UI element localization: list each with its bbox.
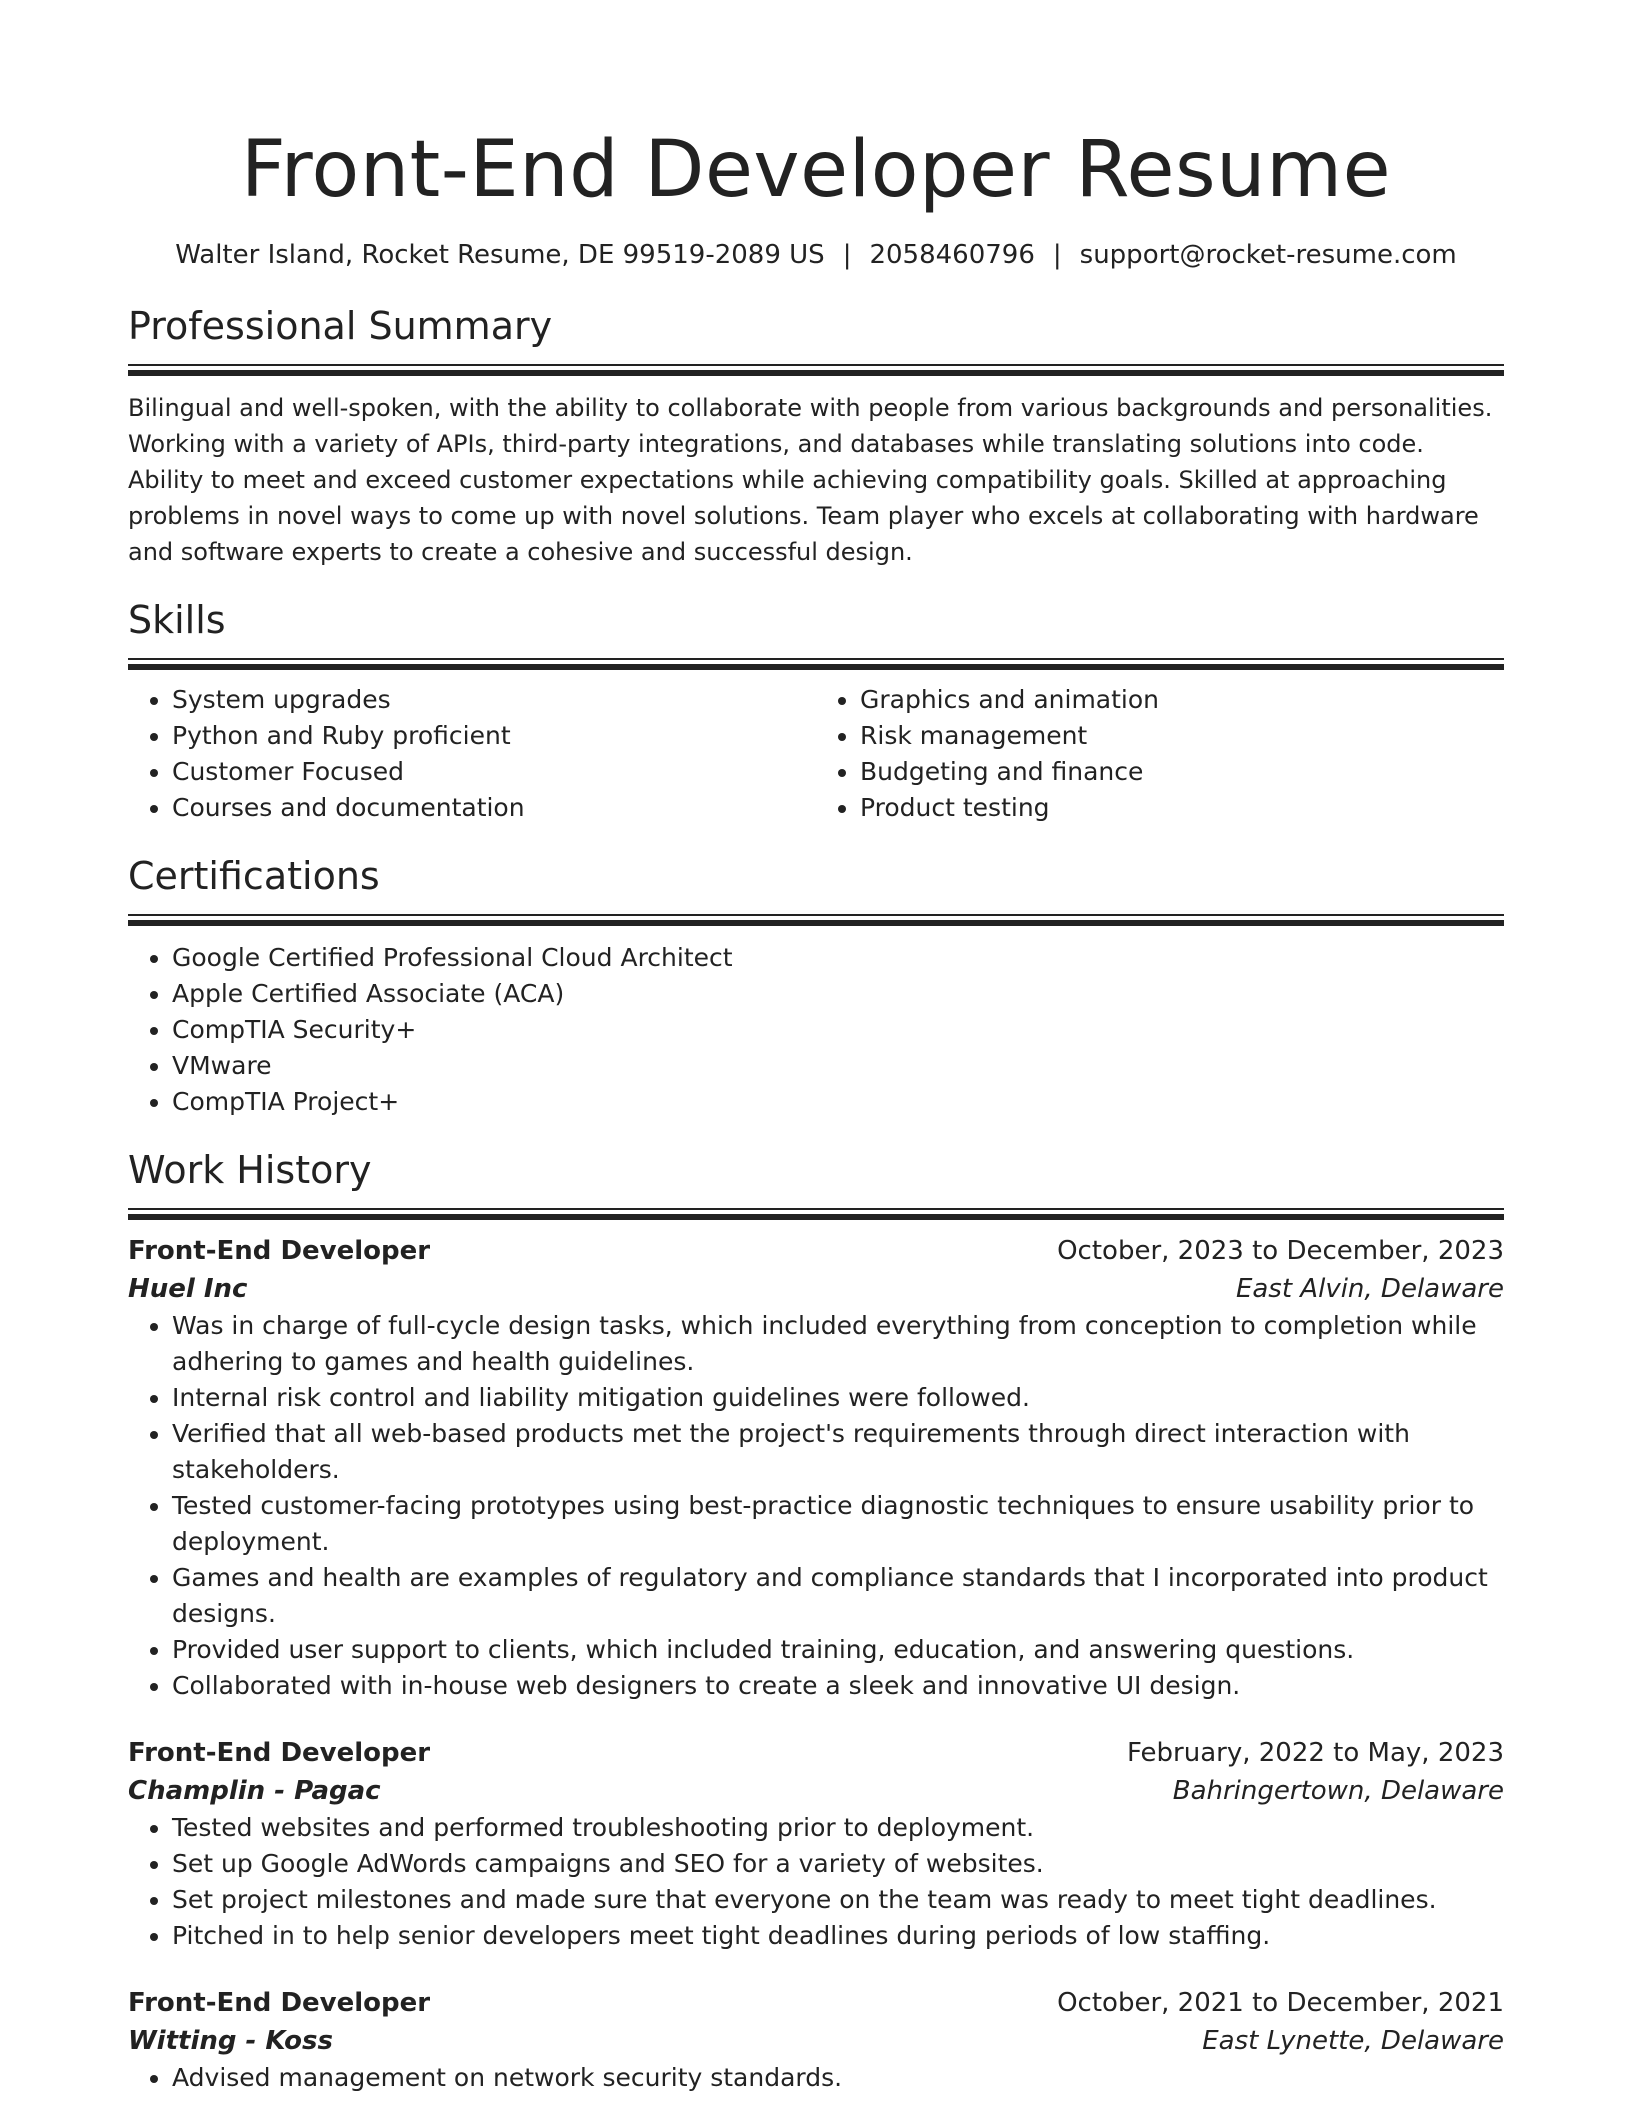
job-bullet: • Pitched in to help senior developers meet tight deadlines during periods of low staffing. bbox=[172, 1918, 1504, 1954]
summary-text: Bilingual and well-spoken, with the ability to collaborate with people from various backgrounds and personalities. Working with a variety of APIs, third-party integrations, and databases while translating solutions into code. Ability to meet and exceed customer expectations while achieving compatibility goals. Skilled at approaching problems in novel ways to come up with novel solutions. Team player who excels at collaborating with hardware and software experts to create a cohesive and successful design. bbox=[128, 394, 1493, 566]
job-location: East Alvin, Delaware bbox=[1235, 1274, 1504, 1304]
section-divider bbox=[128, 914, 1504, 920]
contact-line bbox=[128, 238, 1504, 272]
certifications-list bbox=[128, 940, 1504, 1120]
certification-item: • CompTIA Project+ bbox=[172, 1084, 1504, 1120]
skills-list-left bbox=[128, 682, 816, 826]
job-subheader bbox=[128, 1270, 1504, 1308]
job-bullets bbox=[128, 1810, 1504, 1954]
job-bullet: • Set project milestones and made sure that everyone on the team was ready to meet tight deadlines. bbox=[172, 1882, 1504, 1918]
job-subheader bbox=[128, 1772, 1504, 1810]
job-company: Witting - Koss bbox=[128, 2026, 333, 2056]
skills-list-right bbox=[816, 682, 1504, 826]
skill-item: • Customer Focused bbox=[172, 754, 816, 790]
job-dates: October, 2021 to December, 2021 bbox=[1057, 1988, 1504, 2018]
job-bullet: • Verified that all web-based products met the project's requirements through direct interaction with stakeholders. bbox=[172, 1416, 1504, 1488]
skill-item: • System upgrades bbox=[172, 682, 816, 718]
contact-address: Walter Island, Rocket Resume, DE 99519-2089 US bbox=[175, 240, 825, 270]
certification-item: • Google Certified Professional Cloud Architect bbox=[172, 940, 1504, 976]
page-title: Front-End Developer Resume bbox=[240, 125, 1392, 215]
job-bullet: • Games and health are examples of regulatory and compliance standards that I incorporated into product designs. bbox=[172, 1560, 1504, 1632]
skill-item: • Risk management bbox=[860, 718, 1504, 754]
job-dates: February, 2022 to May, 2023 bbox=[1127, 1738, 1504, 1768]
section-divider bbox=[128, 364, 1504, 370]
job-title: Front-End Developer bbox=[128, 1988, 431, 2018]
job-bullets bbox=[128, 1308, 1504, 1704]
certification-item: • VMware bbox=[172, 1048, 1504, 1084]
work-history-section bbox=[128, 1146, 1504, 2096]
job-bullet: • Set up Google AdWords campaigns and SEO for a variety of websites. bbox=[172, 1846, 1504, 1882]
skill-item: • Product testing bbox=[860, 790, 1504, 826]
skill-item: • Budgeting and finance bbox=[860, 754, 1504, 790]
certifications-section bbox=[128, 852, 1504, 1120]
job-company: Champlin - Pagac bbox=[128, 1776, 381, 1806]
section-divider bbox=[128, 1208, 1504, 1214]
job-entry bbox=[128, 1232, 1504, 1704]
job-bullet: • Tested websites and performed troubleshooting prior to deployment. bbox=[172, 1810, 1504, 1846]
job-dates: October, 2023 to December, 2023 bbox=[1057, 1236, 1504, 1266]
job-title: Front-End Developer bbox=[128, 1738, 431, 1768]
job-location: Bahringertown, Delaware bbox=[1172, 1776, 1504, 1806]
contact-email: support@rocket-resume.com bbox=[1079, 240, 1457, 270]
job-bullet: • Tested customer-facing prototypes using best-practice diagnostic techniques to ensure usability prior to deployment. bbox=[172, 1488, 1504, 1560]
skill-item: • Python and Ruby proficient bbox=[172, 718, 816, 754]
job-bullet: • Advised management on network security standards. bbox=[172, 2060, 1504, 2096]
job-entry bbox=[128, 1984, 1504, 2096]
job-subheader bbox=[128, 2022, 1504, 2060]
skills-grid bbox=[128, 682, 1504, 826]
job-entry bbox=[128, 1734, 1504, 1954]
contact-separator: | bbox=[1052, 240, 1062, 270]
job-header bbox=[128, 1984, 1504, 2022]
job-company: Huel Inc bbox=[128, 1274, 248, 1304]
section-divider bbox=[128, 658, 1504, 664]
job-location: East Lynette, Delaware bbox=[1202, 2026, 1504, 2056]
summary-section bbox=[128, 302, 1504, 570]
contact-phone: 2058460796 bbox=[869, 240, 1035, 270]
certification-item: • Apple Certified Associate (ACA) bbox=[172, 976, 1504, 1012]
skills-section bbox=[128, 596, 1504, 826]
skill-item: • Graphics and animation bbox=[860, 682, 1504, 718]
contact-separator: | bbox=[842, 240, 852, 270]
section-title-summary: Professional Summary bbox=[128, 304, 553, 348]
job-bullet: • Internal risk control and liability mitigation guidelines were followed. bbox=[172, 1380, 1504, 1416]
certification-item: • CompTIA Security+ bbox=[172, 1012, 1504, 1048]
section-title-certifications: Certifications bbox=[128, 854, 380, 898]
job-bullet: • Was in charge of full-cycle design tasks, which included everything from conception to completion while adhering to games and health guidelines. bbox=[172, 1308, 1504, 1380]
job-bullet: • Collaborated with in-house web designers to create a sleek and innovative UI design. bbox=[172, 1668, 1504, 1704]
job-bullets bbox=[128, 2060, 1504, 2096]
job-header bbox=[128, 1232, 1504, 1270]
job-title: Front-End Developer bbox=[128, 1236, 431, 1266]
section-title-skills: Skills bbox=[128, 598, 226, 642]
section-title-work-history: Work History bbox=[128, 1148, 372, 1192]
job-header bbox=[128, 1734, 1504, 1772]
skill-item: • Courses and documentation bbox=[172, 790, 816, 826]
job-bullet: • Provided user support to clients, which included training, education, and answering questions. bbox=[172, 1632, 1504, 1668]
